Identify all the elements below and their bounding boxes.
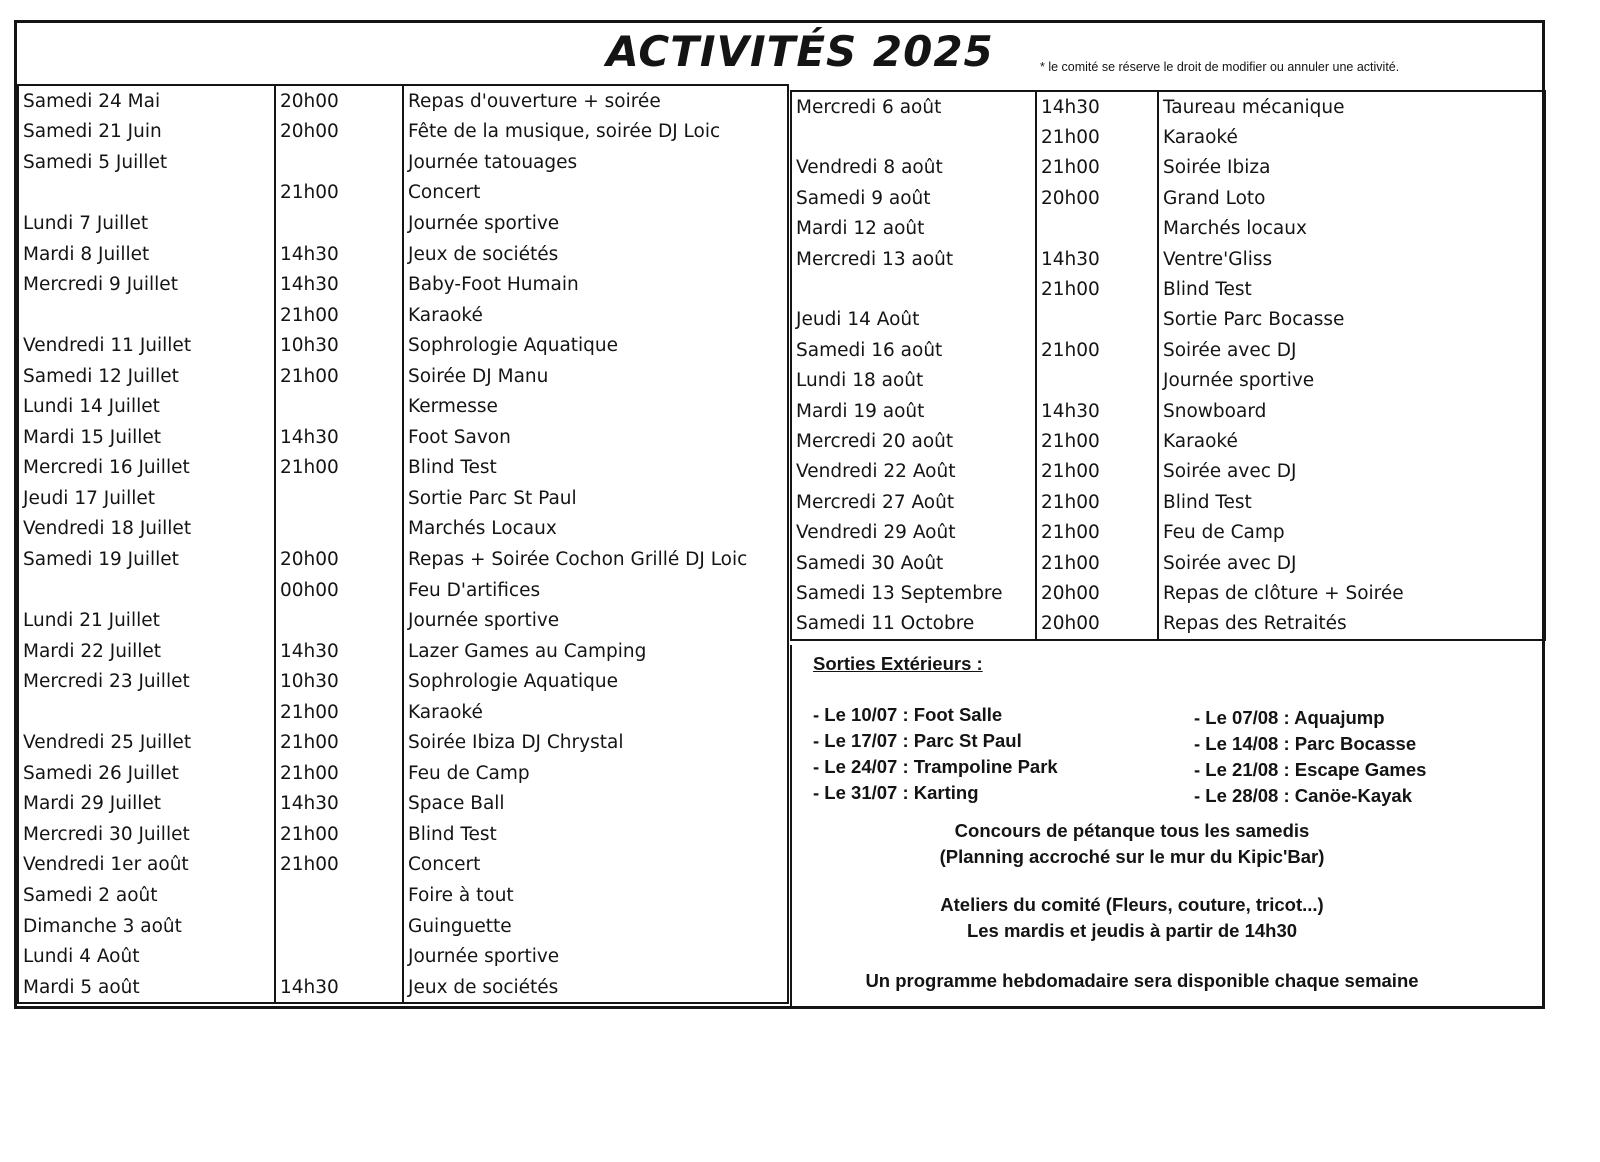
cell-activity: Foot Savon xyxy=(403,422,788,453)
ateliers-schedule-line: Les mardis et jeudis à partir de 14h30 xyxy=(966,920,1298,941)
table-row xyxy=(791,244,1545,274)
cell-date: Vendredi 22 Août xyxy=(791,457,1036,487)
table-row xyxy=(791,274,1545,304)
cell-time: 21h00 xyxy=(1036,274,1158,304)
cell-time: 10h30 xyxy=(275,666,403,697)
cell-activity: Sophrologie Aquatique xyxy=(403,330,788,361)
table-row xyxy=(18,727,788,758)
cell-activity: Snowboard xyxy=(1158,396,1545,426)
cell-activity: Fête de la musique, soirée DJ Loic xyxy=(403,117,788,148)
outings-list-august xyxy=(1194,705,1426,809)
cell-time xyxy=(275,911,403,942)
cell-date: Lundi 18 août xyxy=(791,366,1036,396)
cell-date: Mardi 12 août xyxy=(791,214,1036,244)
schedule-table-left xyxy=(17,84,789,1004)
cell-time: 21h00 xyxy=(1036,517,1158,547)
cell-time: 21h00 xyxy=(1036,426,1158,456)
table-row xyxy=(18,330,788,361)
table-row xyxy=(18,178,788,209)
table-row xyxy=(18,666,788,697)
cell-activity: Sortie Parc St Paul xyxy=(403,483,788,514)
cell-activity: Karaoké xyxy=(1158,426,1545,456)
list-item: - Le 07/08 : Aquajump xyxy=(1194,707,1385,728)
cell-activity: Soirée Ibiza DJ Chrystal xyxy=(403,727,788,758)
cell-activity: Feu de Camp xyxy=(1158,517,1545,547)
cell-activity: Soirée Ibiza xyxy=(1158,153,1545,183)
cell-time: 14h30 xyxy=(275,789,403,820)
ateliers-notice xyxy=(792,892,1472,944)
cell-time: 21h00 xyxy=(275,453,403,484)
cell-date: Samedi 16 août xyxy=(791,335,1036,365)
cell-activity: Soirée avec DJ xyxy=(1158,548,1545,578)
table-row xyxy=(791,153,1545,183)
cell-activity: Blind Test xyxy=(1158,487,1545,517)
cell-date: Jeudi 14 Août xyxy=(791,305,1036,335)
cell-activity: Guinguette xyxy=(403,911,788,942)
cell-time: 21h00 xyxy=(275,819,403,850)
cell-time: 21h00 xyxy=(1036,335,1158,365)
table-row xyxy=(18,422,788,453)
cell-activity: Sophrologie Aquatique xyxy=(403,666,788,697)
cell-activity: Repas des Retraités xyxy=(1158,609,1545,640)
table-row xyxy=(18,789,788,820)
weekly-program-notice: Un programme hebdomadaire sera disponible chaque semaine xyxy=(865,970,1419,991)
cell-activity: Soirée DJ Manu xyxy=(403,361,788,392)
table-row xyxy=(18,697,788,728)
cell-time: 21h00 xyxy=(275,697,403,728)
table-row xyxy=(18,758,788,789)
petanque-line: Concours de pétanque tous les samedis xyxy=(954,820,1310,841)
cell-date: Samedi 2 août xyxy=(18,880,275,911)
table-row xyxy=(791,426,1545,456)
cell-activity: Space Ball xyxy=(403,789,788,820)
table-row xyxy=(18,208,788,239)
cell-time: 21h00 xyxy=(1036,153,1158,183)
list-item: - Le 31/07 : Karting xyxy=(813,782,979,803)
cell-time xyxy=(275,605,403,636)
cell-time: 21h00 xyxy=(1036,457,1158,487)
cell-activity: Concert xyxy=(403,850,788,881)
cell-activity: Journée sportive xyxy=(403,208,788,239)
cell-time: 21h00 xyxy=(1036,122,1158,152)
cell-date: Samedi 26 Juillet xyxy=(18,758,275,789)
cell-time: 14h30 xyxy=(275,239,403,270)
cell-activity: Lazer Games au Camping xyxy=(403,636,788,667)
cell-date: Vendredi 1er août xyxy=(18,850,275,881)
cell-time xyxy=(275,147,403,178)
cell-date: Samedi 11 Octobre xyxy=(791,609,1036,640)
cell-activity: Ventre'Gliss xyxy=(1158,244,1545,274)
cell-activity: Journée sportive xyxy=(403,941,788,972)
cell-time: 10h30 xyxy=(275,330,403,361)
table-row xyxy=(18,880,788,911)
cell-date: Samedi 19 Juillet xyxy=(18,544,275,575)
cell-date: Mardi 22 Juillet xyxy=(18,636,275,667)
table-row xyxy=(18,544,788,575)
cell-time: 14h30 xyxy=(275,972,403,1004)
cell-date: Mercredi 9 Juillet xyxy=(18,269,275,300)
cell-date: Mercredi 20 août xyxy=(791,426,1036,456)
cell-activity: Marchés Locaux xyxy=(403,514,788,545)
cell-time: 14h30 xyxy=(1036,396,1158,426)
cell-time: 14h30 xyxy=(1036,91,1158,122)
cell-date: Lundi 21 Juillet xyxy=(18,605,275,636)
cell-time xyxy=(275,208,403,239)
cell-date: Lundi 14 Juillet xyxy=(18,391,275,422)
table-row xyxy=(18,117,788,148)
cell-time: 14h30 xyxy=(275,422,403,453)
table-row xyxy=(18,239,788,270)
cell-time: 20h00 xyxy=(275,544,403,575)
cell-date: Dimanche 3 août xyxy=(18,911,275,942)
page-title: ACTIVITÉS 2025 xyxy=(606,27,994,76)
cell-date: Samedi 21 Juin xyxy=(18,117,275,148)
cell-date: Vendredi 18 Juillet xyxy=(18,514,275,545)
cell-activity: Baby-Foot Humain xyxy=(403,269,788,300)
table-row xyxy=(18,361,788,392)
cell-activity: Grand Loto xyxy=(1158,183,1545,213)
outings-panel xyxy=(790,645,1544,1007)
cell-time xyxy=(275,880,403,911)
cell-time: 21h00 xyxy=(275,758,403,789)
cell-time xyxy=(275,391,403,422)
cell-activity: Concert xyxy=(403,178,788,209)
cell-date xyxy=(18,575,275,606)
cell-date xyxy=(18,178,275,209)
cell-date xyxy=(791,122,1036,152)
list-item: - Le 14/08 : Parc Bocasse xyxy=(1194,733,1417,754)
table-row xyxy=(791,487,1545,517)
cell-date: Mercredi 16 Juillet xyxy=(18,453,275,484)
cell-time: 14h30 xyxy=(275,269,403,300)
cell-time: 14h30 xyxy=(275,636,403,667)
table-row xyxy=(791,609,1545,640)
table-row xyxy=(791,517,1545,547)
cell-date: Lundi 4 Août xyxy=(18,941,275,972)
table-row xyxy=(18,147,788,178)
table-row xyxy=(791,122,1545,152)
cell-time: 21h00 xyxy=(1036,487,1158,517)
cell-date: Vendredi 11 Juillet xyxy=(18,330,275,361)
cell-date: Mercredi 27 Août xyxy=(791,487,1036,517)
cell-time: 00h00 xyxy=(275,575,403,606)
table-row xyxy=(791,548,1545,578)
cell-time xyxy=(275,941,403,972)
cell-activity: Repas d'ouverture + soirée xyxy=(403,85,788,117)
cell-activity: Soirée avec DJ xyxy=(1158,335,1545,365)
cell-activity: Taureau mécanique xyxy=(1158,91,1545,122)
cell-date: Mardi 5 août xyxy=(18,972,275,1004)
cell-activity: Blind Test xyxy=(403,819,788,850)
cell-activity: Feu de Camp xyxy=(403,758,788,789)
cell-time xyxy=(275,483,403,514)
cell-activity: Kermesse xyxy=(403,391,788,422)
cell-date: Vendredi 8 août xyxy=(791,153,1036,183)
cell-activity: Foire à tout xyxy=(403,880,788,911)
cell-time: 21h00 xyxy=(1036,548,1158,578)
cell-date: Mardi 29 Juillet xyxy=(18,789,275,820)
cell-activity: Karaoké xyxy=(403,300,788,331)
cell-date: Samedi 13 Septembre xyxy=(791,578,1036,608)
cell-time: 20h00 xyxy=(275,85,403,117)
cell-time: 20h00 xyxy=(275,117,403,148)
cell-date: Samedi 12 Juillet xyxy=(18,361,275,392)
cell-time xyxy=(1036,305,1158,335)
table-row xyxy=(791,366,1545,396)
cell-activity: Karaoké xyxy=(403,697,788,728)
list-item: - Le 21/08 : Escape Games xyxy=(1194,759,1427,780)
table-row xyxy=(18,483,788,514)
table-row xyxy=(791,305,1545,335)
cell-date: Samedi 30 Août xyxy=(791,548,1036,578)
outings-list-july xyxy=(813,702,1058,806)
cell-time: 20h00 xyxy=(1036,609,1158,640)
table-row xyxy=(18,636,788,667)
list-item: - Le 10/07 : Foot Salle xyxy=(813,704,1003,725)
cell-date: Samedi 24 Mai xyxy=(18,85,275,117)
cell-activity: Feu D'artifices xyxy=(403,575,788,606)
cell-activity: Blind Test xyxy=(1158,274,1545,304)
cell-activity: Karaoké xyxy=(1158,122,1545,152)
cell-time: 21h00 xyxy=(275,178,403,209)
cell-time: 20h00 xyxy=(1036,183,1158,213)
table-row xyxy=(18,850,788,881)
cell-date: Vendredi 29 Août xyxy=(791,517,1036,547)
table-row xyxy=(18,391,788,422)
table-row xyxy=(18,819,788,850)
schedule-table-right xyxy=(790,90,1546,641)
cell-activity: Repas de clôture + Soirée xyxy=(1158,578,1545,608)
cell-date: Mercredi 13 août xyxy=(791,244,1036,274)
table-row xyxy=(791,91,1545,122)
table-row xyxy=(18,269,788,300)
cell-date xyxy=(18,697,275,728)
table-row xyxy=(791,335,1545,365)
ateliers-line: Ateliers du comité (Fleurs, couture, tricot...) xyxy=(940,894,1324,915)
cell-time xyxy=(275,514,403,545)
table-row xyxy=(18,85,788,117)
table-row xyxy=(18,514,788,545)
petanque-planning-line: (Planning accroché sur le mur du Kipic'Bar) xyxy=(939,846,1325,867)
cell-activity: Blind Test xyxy=(403,453,788,484)
cell-activity: Jeux de sociétés xyxy=(403,239,788,270)
cell-date: Mardi 8 Juillet xyxy=(18,239,275,270)
cell-activity: Repas + Soirée Cochon Grillé DJ Loic xyxy=(403,544,788,575)
cell-time: 21h00 xyxy=(275,361,403,392)
outings-title: Sorties Extérieurs : xyxy=(813,653,983,674)
cell-date: Samedi 9 août xyxy=(791,183,1036,213)
table-row xyxy=(18,911,788,942)
list-item: - Le 17/07 : Parc St Paul xyxy=(813,730,1022,751)
petanque-notice xyxy=(792,818,1472,870)
table-row xyxy=(18,453,788,484)
cell-date xyxy=(18,300,275,331)
cell-activity: Journée sportive xyxy=(403,605,788,636)
cell-activity: Marchés locaux xyxy=(1158,214,1545,244)
cell-activity: Soirée avec DJ xyxy=(1158,457,1545,487)
table-row xyxy=(791,214,1545,244)
table-row xyxy=(18,605,788,636)
list-item: - Le 24/07 : Trampoline Park xyxy=(813,756,1058,777)
cell-time: 21h00 xyxy=(275,850,403,881)
cell-date: Samedi 5 Juillet xyxy=(18,147,275,178)
table-row xyxy=(791,183,1545,213)
cell-activity: Sortie Parc Bocasse xyxy=(1158,305,1545,335)
disclaimer-note: * le comité se réserve le droit de modifier ou annuler une activité. xyxy=(1040,60,1400,74)
table-row xyxy=(18,972,788,1004)
cell-activity: Journée sportive xyxy=(1158,366,1545,396)
cell-time: 14h30 xyxy=(1036,244,1158,274)
cell-date: Mercredi 6 août xyxy=(791,91,1036,122)
cell-time: 21h00 xyxy=(275,300,403,331)
table-row xyxy=(18,941,788,972)
table-row xyxy=(791,396,1545,426)
cell-date: Jeudi 17 Juillet xyxy=(18,483,275,514)
cell-date: Vendredi 25 Juillet xyxy=(18,727,275,758)
table-row xyxy=(791,578,1545,608)
cell-time: 21h00 xyxy=(275,727,403,758)
table-row xyxy=(18,300,788,331)
list-item: - Le 28/08 : Canöe-Kayak xyxy=(1194,785,1412,806)
cell-date: Lundi 7 Juillet xyxy=(18,208,275,239)
cell-time xyxy=(1036,214,1158,244)
table-row xyxy=(18,575,788,606)
table-row xyxy=(791,457,1545,487)
cell-time xyxy=(1036,366,1158,396)
cell-date: Mardi 19 août xyxy=(791,396,1036,426)
cell-date: Mercredi 30 Juillet xyxy=(18,819,275,850)
cell-activity: Journée tatouages xyxy=(403,147,788,178)
cell-date: Mardi 15 Juillet xyxy=(18,422,275,453)
cell-date: Mercredi 23 Juillet xyxy=(18,666,275,697)
cell-date xyxy=(791,274,1036,304)
cell-activity: Jeux de sociétés xyxy=(403,972,788,1004)
cell-time: 20h00 xyxy=(1036,578,1158,608)
